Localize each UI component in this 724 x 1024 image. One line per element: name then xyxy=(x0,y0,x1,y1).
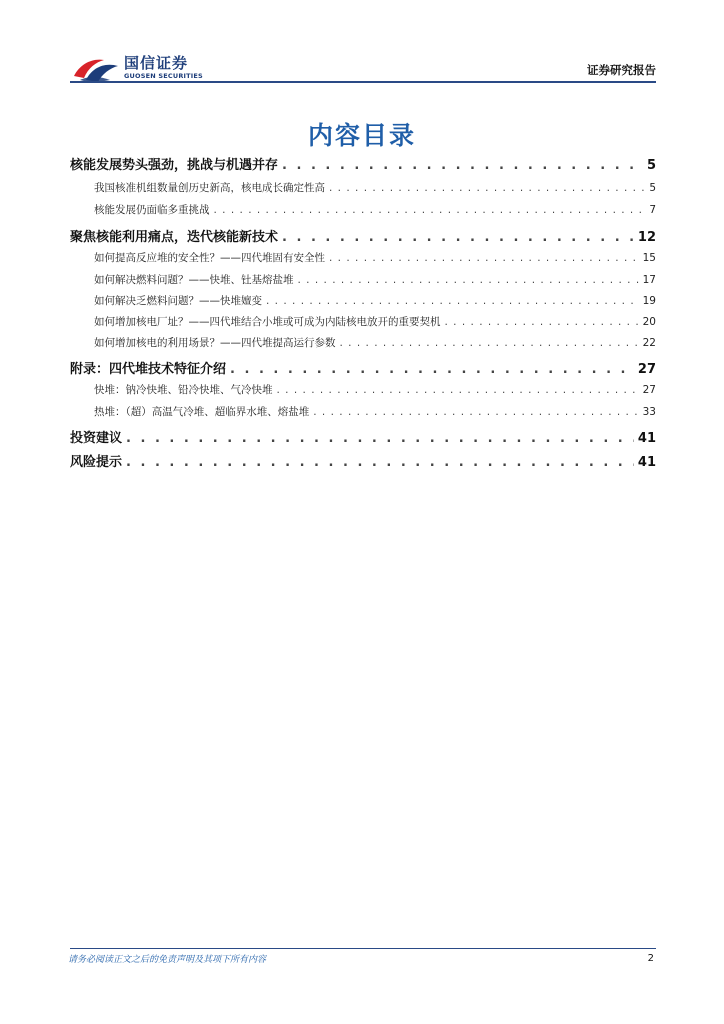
toc-entry-title: 我国核准机组数量创历史新高，核电成长确定性高 xyxy=(94,182,325,194)
toc-leader-dots xyxy=(282,230,634,245)
toc-entry-title: 快堆：钠冷快堆、铅冷快堆、气冷快堆 xyxy=(94,384,273,396)
toc-entry-section[interactable] xyxy=(70,451,656,470)
report-type-label: 证券研究报告 xyxy=(587,63,656,77)
toc-entry-page: 41 xyxy=(637,431,656,446)
logo-text-en: GUOSEN SECURITIES xyxy=(124,72,203,80)
toc-leader-dots xyxy=(313,406,638,418)
toc-entry-title: 如何提高反应堆的安全性？——四代堆固有安全性 xyxy=(94,252,325,264)
toc-entry-title: 投资建议 xyxy=(70,431,123,446)
page-header xyxy=(0,0,724,90)
toc-entry-page: 17 xyxy=(642,274,656,286)
toc-entry-section[interactable] xyxy=(70,154,656,173)
toc-leader-dots xyxy=(277,384,639,396)
footer-divider xyxy=(70,948,656,949)
toc-entry-page: 27 xyxy=(642,384,656,396)
toc-leader-dots xyxy=(445,316,639,328)
header-divider xyxy=(70,81,656,83)
toc-entry-subsection[interactable] xyxy=(70,404,656,419)
toc-leader-dots xyxy=(298,274,639,286)
toc-entry-title: 附录：四代堆技术特征介绍 xyxy=(70,362,227,377)
toc-entry-page: 19 xyxy=(642,295,656,307)
toc-entry-page: 15 xyxy=(642,252,656,264)
toc-entry-title: 风险提示 xyxy=(70,455,123,470)
footer-disclaimer: 请务必阅读正文之后的免责声明及其项下所有内容 xyxy=(68,955,267,965)
toc-leader-dots xyxy=(282,158,643,173)
guosen-logo xyxy=(70,50,230,84)
toc-entry-title: 如何解决燃料问题？——快堆、钍基熔盐堆 xyxy=(94,274,294,286)
toc-entry-title: 核能发展仍面临多重挑战 xyxy=(94,204,210,216)
toc-entry-page: 5 xyxy=(649,182,656,194)
toc-entry-page: 7 xyxy=(649,204,656,216)
toc-leader-dots xyxy=(126,455,634,470)
toc-entry-page: 27 xyxy=(637,362,656,377)
toc-entry-title: 聚焦核能利用痛点，迭代核能新技术 xyxy=(70,230,279,245)
toc-entry-page: 33 xyxy=(642,406,656,418)
toc-leader-dots xyxy=(214,204,646,216)
toc-leader-dots xyxy=(230,362,634,377)
toc-entry-page: 20 xyxy=(642,316,656,328)
toc-entry-title: 核能发展势头强劲，挑战与机遇并存 xyxy=(70,158,279,173)
toc-entry-subsection[interactable] xyxy=(70,382,656,397)
toc-entry-subsection[interactable] xyxy=(70,335,656,350)
toc-leader-dots xyxy=(329,252,639,264)
toc-entry-subsection[interactable] xyxy=(70,250,656,265)
toc-entry-title: 热堆：（超）高温气冷堆、超临界水堆、熔盐堆 xyxy=(94,406,310,418)
guosen-logo-icon xyxy=(70,50,122,84)
toc-entry-subsection[interactable] xyxy=(70,180,656,195)
toc-entry-section[interactable] xyxy=(70,427,656,446)
toc-entry-page: 41 xyxy=(637,455,656,470)
toc-leader-dots xyxy=(266,295,639,307)
toc-entry-subsection[interactable] xyxy=(70,202,656,217)
logo-text-cn: 国信证券 xyxy=(124,54,189,72)
toc-entry-section[interactable] xyxy=(70,226,656,245)
toc-entry-page: 12 xyxy=(637,230,656,245)
toc-entry-subsection[interactable] xyxy=(70,314,656,329)
toc-entry-subsection[interactable] xyxy=(70,272,656,287)
toc-entry-title: 如何解决乏燃料问题？——快堆嬗变 xyxy=(94,295,262,307)
toc-entry-section[interactable] xyxy=(70,358,656,377)
toc-entry-page: 5 xyxy=(646,158,656,173)
toc-leader-dots xyxy=(340,337,639,349)
toc-entry-page: 22 xyxy=(642,337,656,349)
toc-heading: 内容目录 xyxy=(307,121,416,150)
toc-leader-dots xyxy=(126,431,634,446)
toc-leader-dots xyxy=(329,182,645,194)
toc-entry-title: 如何增加核电厂址？——四代堆结合小堆或可成为内陆核电放开的重要契机 xyxy=(94,316,441,328)
toc-entry-title: 如何增加核电的利用场景？——四代堆提高运行参数 xyxy=(94,337,336,349)
toc-entry-subsection[interactable] xyxy=(70,293,656,308)
page-number: 2 xyxy=(647,953,654,964)
